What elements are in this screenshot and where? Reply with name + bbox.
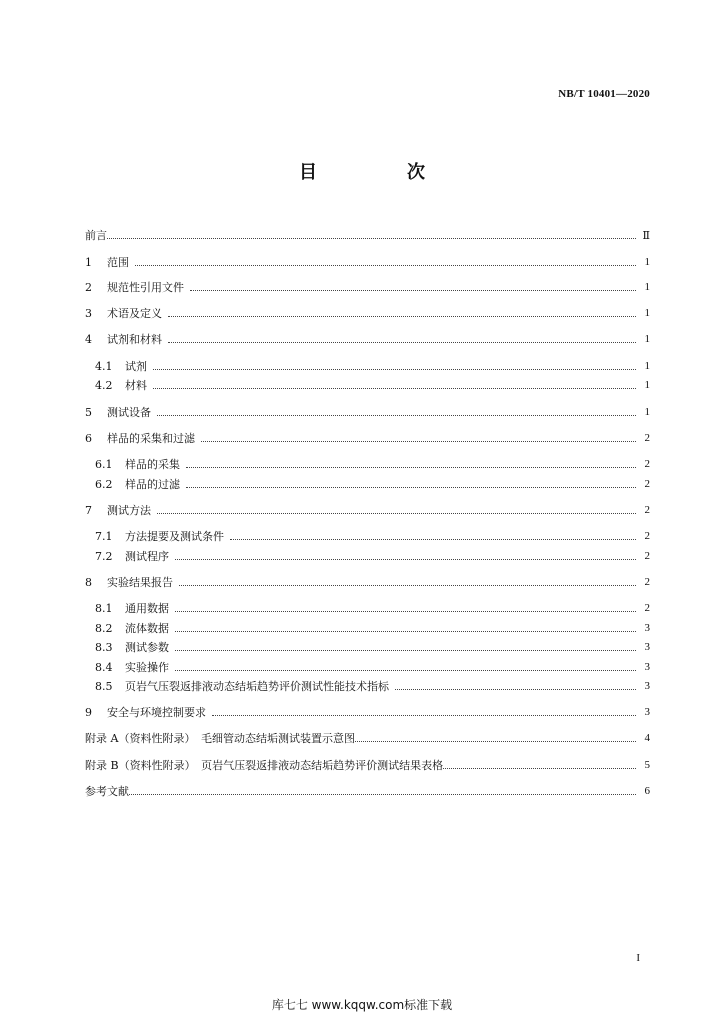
toc-entry[interactable]: [95, 358, 650, 374]
toc-entry-page: 2: [644, 550, 650, 562]
toc-entry-label: 测试参数: [125, 641, 169, 654]
toc-entry-number: 1: [85, 255, 92, 269]
toc-leader-dots: [153, 387, 636, 389]
toc-entry-page: 1: [644, 379, 650, 391]
toc-entry-page: Ⅱ: [642, 229, 650, 242]
toc-leader-dots: [355, 740, 636, 742]
toc-entry[interactable]: [85, 574, 650, 590]
toc-entry-number: 6.1: [95, 457, 113, 471]
toc-entry-number: 7.1: [95, 529, 113, 543]
toc-entry-number: 9: [85, 705, 92, 719]
toc-leader-dots: [395, 688, 636, 690]
toc-entry-label: 样品的采集: [125, 458, 180, 471]
toc-entry-label: 参考文献: [85, 785, 129, 798]
watermark: 库七七 www.kqqw.com标准下载: [271, 998, 453, 1012]
toc-entry-page: 3: [644, 661, 650, 673]
toc-entry-label: 附录 A（资料性附录） 毛细管动态结垢测试装置示意图: [85, 732, 355, 745]
toc-leader-dots: [179, 584, 636, 586]
doc-code: NB/T 10401—2020: [558, 88, 650, 100]
toc-entry-page: 4: [644, 732, 650, 744]
toc-entry[interactable]: [95, 456, 650, 472]
page-title: 目 次: [299, 162, 461, 183]
toc-entry-label: 测试方法: [107, 504, 151, 517]
toc-entry-label: 流体数据: [125, 622, 169, 635]
toc-entry-page: 2: [644, 478, 650, 490]
toc-entry-number: 8.3: [95, 640, 113, 654]
toc-entry[interactable]: [85, 502, 650, 518]
toc-entry[interactable]: [85, 254, 650, 270]
toc-entry-number: 8.5: [95, 679, 113, 693]
toc-leader-dots: [175, 669, 636, 671]
toc-entry-label: 范围: [107, 256, 129, 269]
toc-entry-page: 3: [644, 622, 650, 634]
toc-leader-dots: [175, 649, 636, 651]
toc-entry-page: 2: [644, 458, 650, 470]
toc-entry-number: 7.2: [95, 549, 113, 563]
toc-entry[interactable]: [95, 476, 650, 492]
toc-entry-number: 3: [85, 306, 92, 320]
toc-entry-label: 规范性引用文件: [107, 281, 184, 294]
toc-entry[interactable]: [85, 305, 650, 321]
toc-entry[interactable]: [95, 659, 650, 675]
toc-leader-dots: [135, 264, 636, 266]
toc-entry[interactable]: [85, 331, 650, 347]
toc-entry[interactable]: [95, 639, 650, 655]
toc-entry-label: 通用数据: [125, 602, 169, 615]
toc-leader-dots: [157, 414, 636, 416]
toc-entry[interactable]: [85, 730, 650, 746]
toc-leader-dots: [107, 237, 636, 239]
toc-entry-label: 方法提要及测试条件: [125, 530, 224, 543]
toc-entry[interactable]: [95, 600, 650, 616]
toc-entry[interactable]: [85, 757, 650, 773]
toc-entry-page: 1: [644, 256, 650, 268]
toc-leader-dots: [168, 341, 636, 343]
toc-entry[interactable]: [85, 783, 650, 799]
toc-entry[interactable]: [95, 548, 650, 564]
toc-leader-dots: [129, 793, 636, 795]
toc-entry[interactable]: [85, 279, 650, 295]
toc-entry-page: 5: [644, 759, 650, 771]
toc-entry-label: 测试程序: [125, 550, 169, 563]
toc-entry[interactable]: [95, 678, 650, 694]
toc-entry-label: 试剂: [125, 360, 147, 373]
toc-entry-page: 3: [644, 706, 650, 718]
toc-leader-dots: [190, 289, 636, 291]
toc-entry-number: 6: [85, 431, 92, 445]
toc-entry-number: 8.4: [95, 660, 113, 674]
toc-entry-page: 2: [644, 602, 650, 614]
toc-entry-page: 2: [644, 576, 650, 588]
toc-entry-page: 2: [644, 530, 650, 542]
toc-leader-dots: [175, 558, 636, 560]
toc-entry-number: 8.2: [95, 621, 113, 635]
toc-entry-page: 1: [644, 281, 650, 293]
toc-leader-dots: [443, 767, 636, 769]
toc-entry-number: 8.1: [95, 601, 113, 615]
toc-entry-number: 8: [85, 575, 92, 589]
toc-leader-dots: [153, 368, 636, 370]
toc-entry-label: 样品的采集和过滤: [107, 432, 195, 445]
toc-entry-page: 1: [644, 406, 650, 418]
toc-entry-page: 3: [644, 641, 650, 653]
toc-leader-dots: [168, 315, 636, 317]
toc-entry-page: 1: [644, 307, 650, 319]
toc-entry-number: 6.2: [95, 477, 113, 491]
toc-entry[interactable]: [85, 430, 650, 446]
toc-entry[interactable]: [85, 227, 650, 243]
toc-entry-number: 4.1: [95, 359, 113, 373]
toc-entry-label: 试剂和材料: [107, 333, 162, 346]
toc-leader-dots: [186, 486, 636, 488]
toc-entry-number: 4: [85, 332, 92, 346]
toc-leader-dots: [186, 466, 636, 468]
toc-entry-number: 2: [85, 280, 92, 294]
toc-entry-label: 实验结果报告: [107, 576, 173, 589]
footer-page-number: I: [636, 952, 640, 964]
toc-leader-dots: [230, 538, 636, 540]
toc-entry[interactable]: [95, 528, 650, 544]
toc-entry[interactable]: [85, 704, 650, 720]
toc-entry-label: 安全与环境控制要求: [107, 706, 206, 719]
toc-leader-dots: [175, 630, 636, 632]
toc-entry[interactable]: [95, 377, 650, 393]
toc-entry-page: 1: [644, 333, 650, 345]
toc-entry-label: 术语及定义: [107, 307, 162, 320]
toc-entry-number: 4.2: [95, 378, 113, 392]
toc-leader-dots: [201, 440, 636, 442]
toc-entry-page: 1: [644, 360, 650, 372]
toc-entry-label: 页岩气压裂返排液动态结垢趋势评价测试性能技术指标: [125, 680, 389, 693]
toc-entry-page: 2: [644, 432, 650, 444]
toc-entry-page: 3: [644, 680, 650, 692]
toc-entry-label: 实验操作: [125, 661, 169, 674]
toc-leader-dots: [157, 512, 636, 514]
toc-entry-number: 5: [85, 405, 92, 419]
toc-leader-dots: [212, 714, 636, 716]
toc-entry[interactable]: [85, 404, 650, 420]
toc-entry-label: 测试设备: [107, 406, 151, 419]
toc-entry-number: 7: [85, 503, 92, 517]
toc-entry-label: 前言: [85, 229, 107, 242]
toc-entry-page: 2: [644, 504, 650, 516]
toc-leader-dots: [175, 610, 636, 612]
toc-entry[interactable]: [95, 620, 650, 636]
toc-entry-label: 样品的过滤: [125, 478, 180, 491]
toc-entry-label: 附录 B（资料性附录） 页岩气压裂返排液动态结垢趋势评价测试结果表格: [85, 759, 444, 772]
toc-entry-page: 6: [644, 785, 650, 797]
toc-entry-label: 材料: [125, 379, 147, 392]
